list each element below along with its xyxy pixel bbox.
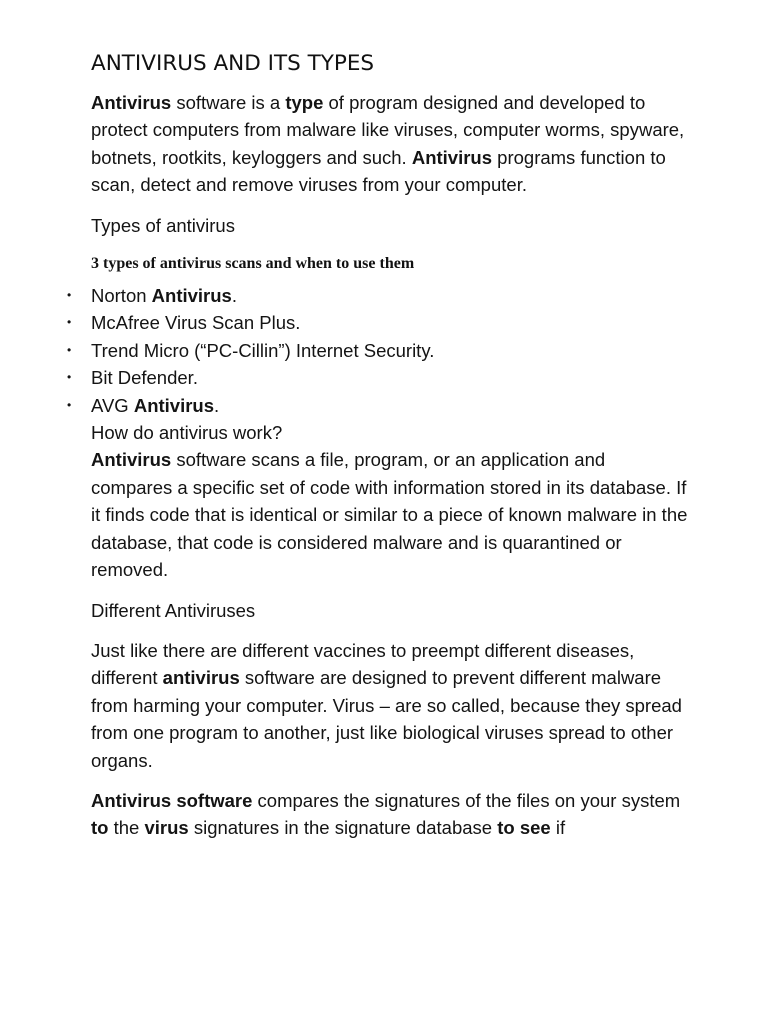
list-item-bold: Antivirus xyxy=(133,394,215,416)
bullet-icon: • xyxy=(67,315,72,330)
signatures-text-1: compares the signatures of the files on your system xyxy=(252,789,681,811)
list-item xyxy=(67,282,691,309)
list-item xyxy=(67,364,691,391)
list-item-suffix: . xyxy=(214,394,220,416)
bullet-icon: • xyxy=(67,342,72,357)
how-question: How do antivirus work? xyxy=(91,422,283,444)
how-paragraph xyxy=(91,446,691,583)
signatures-paragraph xyxy=(91,787,691,842)
list-item-text: Trend Micro (“PC-Cillin”) Internet Security. xyxy=(91,339,435,361)
bullet-icon: • xyxy=(67,370,72,385)
how-bold-1: Antivirus xyxy=(91,449,172,471)
scans-heading: 3 types of antivirus scans and when to use them xyxy=(91,255,415,273)
signatures-bold-2: to xyxy=(91,817,109,839)
list-item-text: Bit Defender. xyxy=(91,367,198,389)
signatures-bold-4: to see xyxy=(497,817,551,839)
intro-bold-1: Antivirus xyxy=(91,92,172,113)
antivirus-list xyxy=(67,282,691,419)
how-text-1: software scans a file, program, or an application and compares a specific set of code with information stored in its database. If it finds code that is identical or similar to a piece of known malware in the database, that code is considered malware and is quarantined or removed. xyxy=(91,449,688,581)
vaccines-bold-1: antivirus xyxy=(162,667,240,689)
intro-bold-3: Antivirus xyxy=(411,146,493,168)
list-item-text: Norton xyxy=(91,285,152,307)
list-item xyxy=(67,392,691,419)
bullet-icon: • xyxy=(67,288,72,303)
intro-text-3: programs function to scan, detect and remove viruses from your computer. xyxy=(91,146,666,196)
list-item xyxy=(67,309,691,336)
signatures-bold-3: virus xyxy=(144,817,189,839)
list-item-suffix: . xyxy=(231,285,237,307)
different-label: Different Antiviruses xyxy=(91,599,256,621)
vaccines-text-2: software are designed to prevent different malware from harming your computer. Virus – are so called, because they spread from one program to another, just like biological viruses spread to other organs. xyxy=(91,667,682,771)
bullet-icon: • xyxy=(67,397,72,412)
document-title: ANTIVIRUS AND ITS TYPES xyxy=(91,51,375,76)
intro-bold-2: type xyxy=(285,92,324,113)
list-item xyxy=(67,337,691,364)
list-item-bold: Antivirus xyxy=(151,285,232,307)
signatures-text-4: if xyxy=(550,817,566,839)
signatures-bold-1: Antivirus software xyxy=(91,789,253,811)
intro-text-2: of program designed and developed to protect computers from malware like viruses, computer worms, spyware, botnets, rootkits, keyloggers and such. xyxy=(91,92,685,168)
types-label: Types of antivirus xyxy=(91,214,235,236)
document-content xyxy=(67,48,691,855)
signatures-text-2: the xyxy=(108,817,145,839)
intro-paragraph xyxy=(91,89,691,199)
signatures-text-3: signatures in the signature database xyxy=(188,817,498,839)
intro-text-1: software is a xyxy=(171,92,286,113)
list-item-text: AVG xyxy=(91,394,134,416)
vaccines-paragraph xyxy=(91,637,691,774)
list-item-text: McAfree Virus Scan Plus. xyxy=(91,312,301,334)
vaccines-text-1: Just like there are different vaccines to preempt different diseases, different xyxy=(91,639,635,689)
